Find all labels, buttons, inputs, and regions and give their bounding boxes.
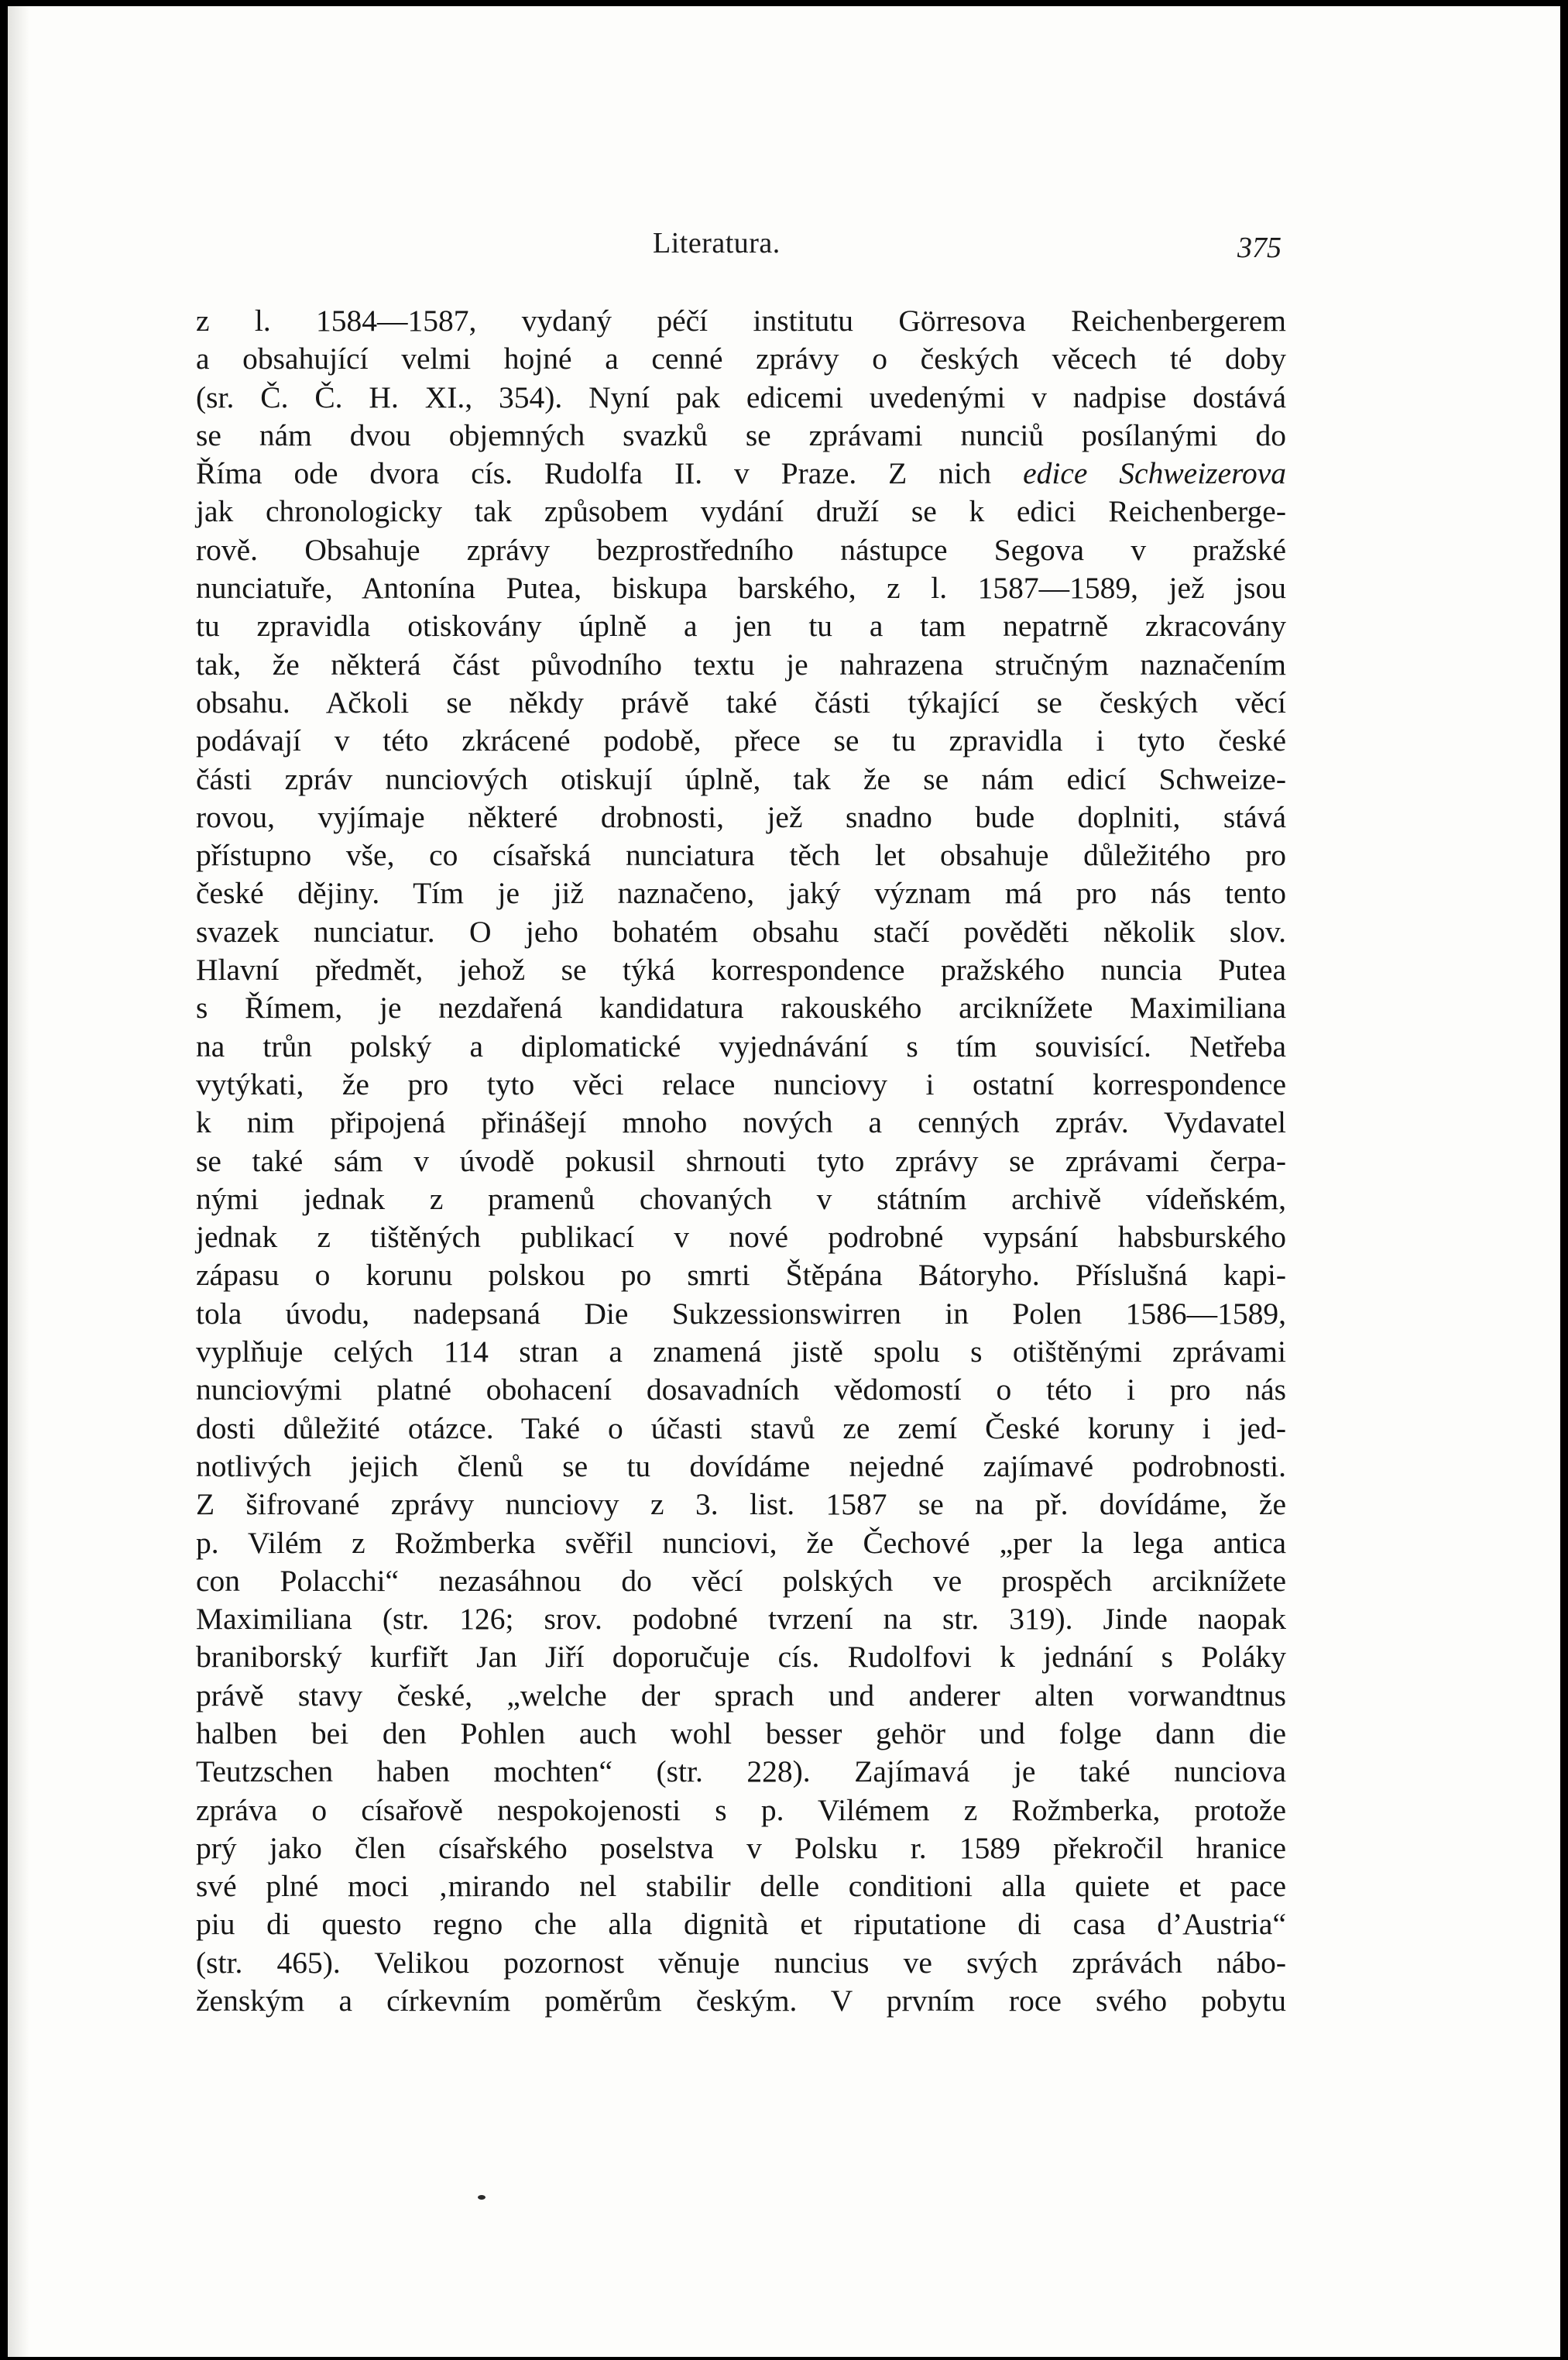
text-line: české dějiny. Tím je již naznačeno, jaký význam má pro nás tento [196, 876, 1286, 911]
text-line: Z šifrované zprávy nunciovy z 3. list. 1587 se na př. dovídáme, že [196, 1487, 1286, 1522]
text-line: nunciatuře, Antonína Putea, biskupa barského, z l. 1587—1589, jež jsou [196, 571, 1286, 606]
print-speck [478, 2195, 485, 2200]
body-text [196, 302, 1286, 2020]
text-line: a obsahující velmi hojné a cenné zprávy o českých věcech té doby [196, 342, 1286, 376]
page-number: 375 [1237, 232, 1282, 264]
text-line: obsahu. Ačkoli se někdy právě také části týkající se českých věcí [196, 685, 1286, 720]
text-line: se také sám v úvodě pokusil shrnouti tyto zprávy se zprávami čerpa- [196, 1143, 1286, 1178]
italic-edition-name: edice Schweizerova [1023, 456, 1287, 491]
text-line: con Polacchi“ nezasáhnou do věcí polských ve prospěch arciknížete [196, 1563, 1286, 1598]
text-line: jak chronologicky tak způsobem vydání druží se k edici Reichenberge- [196, 494, 1286, 529]
text-line: piu di questo regno che alla dignità et riputatione di casa d’Austria“ [196, 1907, 1286, 1942]
text-line: Teutzschen haben mochten“ (str. 228). Zajímavá je také nunciova [196, 1754, 1286, 1789]
text-line: s Římem, je nezdařená kandidatura rakouského arciknížete Maximiliana [196, 991, 1286, 1025]
text-line: Hlavní předmět, jehož se týká korrespondence pražského nuncia Putea [196, 953, 1286, 988]
book-page [8, 6, 1560, 2357]
text-line: se nám dvou objemných svazků se zprávami nunciů posílanými do [196, 417, 1286, 452]
text-line: na trůn polský a diplomatické vyjednávání s tím souvisící. Netřeba [196, 1029, 1286, 1063]
text-line: jednak z tištěných publikací v nové podrobné vypsání habsburského [196, 1220, 1286, 1255]
text-line: svazek nunciatur. O jeho bohatém obsahu stačí pověděti několik slov. [196, 914, 1286, 949]
text-line: k nim připojená přinášejí mnoho nových a cenných zpráv. Vydavatel [196, 1105, 1286, 1140]
text-line: své plné moci ‚mirando nel stabilir delle conditioni alla quiete et pace [196, 1869, 1286, 1904]
text-line: braniborský kurfiřt Jan Jiří doporučuje cís. Rudolfovi k jednání s Poláky [196, 1640, 1286, 1675]
text-line: vytýkati, že pro tyto věci relace nunciovy i ostatní korrespondence [196, 1067, 1286, 1101]
text-line: nými jednak z pramenů chovaných v státním archivě vídeňském, [196, 1181, 1286, 1216]
text-line: tola úvodu, nadepsaná Die Sukzessionswirren in Polen 1586—1589, [196, 1296, 1286, 1331]
text-line: zpráva o císařově nespokojenosti s p. Vilémem z Rožmberka, protože [196, 1792, 1286, 1827]
text-line: právě stavy české, „welche der sprach und anderer alten vorwandtnus [196, 1678, 1286, 1712]
text-line: Maximiliana (str. 126; srov. podobné tvrzení na str. 319). Jinde naopak [196, 1602, 1286, 1637]
text-line: (sr. Č. Č. H. XI., 354). Nyní pak edicemi uvedenými v nadpise dostává [196, 380, 1286, 414]
text-line-with-italic [196, 455, 1286, 493]
text-line: části zpráv nunciových otiskují úplně, tak že se nám edicí Schweize- [196, 761, 1286, 796]
text-line: notlivých jejich členů se tu dovídáme nejedné zajímavé podrobnosti. [196, 1448, 1286, 1483]
text-line: podávají v této zkrácené podobě, přece se tu zpravidla i tyto české [196, 723, 1286, 758]
page-gutter-shadow [8, 6, 29, 2357]
text-line: halben bei den Pohlen auch wohl besser gehör und folge dann die [196, 1716, 1286, 1750]
text-line: přístupno vše, co císařská nunciatura těch let obsahuje důležitého pro [196, 838, 1286, 873]
text-line: rově. Obsahuje zprávy bezprostředního nástupce Segova v pražské [196, 532, 1286, 567]
text-line: tak, že některá část původního textu je nahrazena stručným naznačením [196, 647, 1286, 682]
running-header-title: Literatura. [653, 227, 781, 259]
text-line: vyplňuje celých 114 stran a znamená jistě spolu s otištěnými zprávami [196, 1335, 1286, 1369]
text-line: z l. 1584—1587, vydaný péčí institutu Görresova Reichenbergerem [196, 304, 1286, 338]
text-line: nunciovými platné obohacení dosavadních vědomostí o této i pro nás [196, 1372, 1286, 1407]
text-line: dosti důležité otázce. Také o účasti stavů ze zemí České koruny i jed- [196, 1410, 1286, 1445]
text-line: rovou, vyjímaje některé drobnosti, jež snadno bude doplniti, stává [196, 799, 1286, 834]
text-line: tu zpravidla otiskovány úplně a jen tu a tam nepatrně zkracovány [196, 609, 1286, 644]
text-line: prý jako člen císařského poselstva v Polsku r. 1589 překročil hranice [196, 1830, 1286, 1865]
text-line-start: Říma ode dvora cís. Rudolfa II. v Praze. Z nich [196, 456, 992, 491]
text-line: (str. 465). Velikou pozornost věnuje nuncius ve svých zprávách nábo- [196, 1945, 1286, 1980]
text-line: ženským a církevním poměrům českým. V prvním roce svého pobytu [196, 1984, 1286, 2018]
text-line: zápasu o korunu polskou po smrti Štěpána Bátoryho. Příslušná kapi- [196, 1258, 1286, 1293]
text-line: p. Vilém z Rožmberka svěřil nunciovi, že Čechové „per la lega antica [196, 1525, 1286, 1560]
